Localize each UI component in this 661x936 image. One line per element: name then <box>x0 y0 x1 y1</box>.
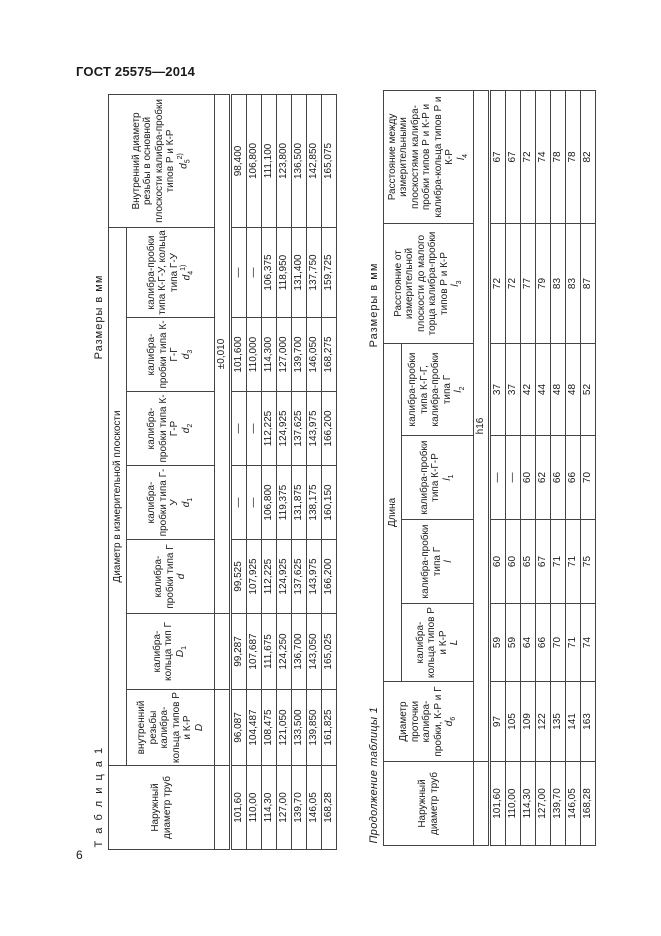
table-2 <box>365 90 596 846</box>
t1-header-ring-g: калибра-кольца тип Г $D_1$ <box>127 614 215 690</box>
table-cell: 71 <box>565 520 580 604</box>
table-cell: 139,70 <box>291 766 306 850</box>
table-1-block <box>90 95 360 850</box>
table-cell: 139,700 <box>291 317 306 391</box>
table-cell: 137,625 <box>291 539 306 613</box>
table-cell: 135 <box>550 682 565 762</box>
table-cell: 105 <box>505 682 520 762</box>
table-row <box>535 90 550 845</box>
table-cell: 106,800 <box>261 465 276 539</box>
table-cell: 65 <box>520 520 535 604</box>
table-cell: 37 <box>505 344 520 436</box>
table-cell: 59 <box>490 604 506 682</box>
table-cell: 121,050 <box>276 690 291 766</box>
table-cell: 98,400 <box>231 94 247 227</box>
t1-header-plug-g: калибра-пробки типа Г d <box>127 539 215 613</box>
table-cell: 111,675 <box>261 614 276 690</box>
table-cell: 114,30 <box>520 762 535 846</box>
page-number: 6 <box>76 848 83 862</box>
table-cell: 138,175 <box>306 465 321 539</box>
table-row <box>291 94 306 849</box>
table-cell: 143,975 <box>306 391 321 465</box>
table-cell: 72 <box>490 224 506 344</box>
table-cell: 64 <box>520 604 535 682</box>
table-1-caption: Т а б л и ц а 1 <box>92 745 105 848</box>
t2-header-plug-kgr: калибра-пробки типа К-Г-Р $l_1$ <box>402 436 474 520</box>
table-1 <box>90 94 337 850</box>
table-cell: 101,600 <box>231 317 247 391</box>
table-cell: 163 <box>580 682 595 762</box>
table-cell: 165,075 <box>321 94 336 227</box>
table-cell: 136,700 <box>291 614 306 690</box>
table-2-body <box>490 90 596 845</box>
table-cell: 48 <box>550 344 565 436</box>
table-cell: 74 <box>535 90 550 223</box>
table-cell: 37 <box>490 344 506 436</box>
table-1-units: Размеры в мм <box>92 274 105 360</box>
table-cell: 168,275 <box>321 317 336 391</box>
table-cell: 109 <box>520 682 535 762</box>
table-cell: 122 <box>535 682 550 762</box>
table-cell: 111,100 <box>261 94 276 227</box>
table-cell: 110,000 <box>246 317 261 391</box>
table-cell: 66 <box>550 436 565 520</box>
table-cell: 74 <box>580 604 595 682</box>
table-cell: 59 <box>505 604 520 682</box>
table-cell: 62 <box>535 436 550 520</box>
table-row <box>505 90 520 845</box>
table-cell: — <box>231 391 247 465</box>
table-cell: 127,00 <box>276 766 291 850</box>
table-1-body <box>231 94 337 849</box>
table-cell: 123,800 <box>276 94 291 227</box>
table-cell: 108,475 <box>261 690 276 766</box>
table-cell: — <box>505 436 520 520</box>
table-cell: — <box>490 436 506 520</box>
table-cell: 166,200 <box>321 539 336 613</box>
table-2-block <box>365 91 593 846</box>
t1-header-outer: Наружный диаметр труб <box>109 766 215 850</box>
table-cell: 83 <box>550 224 565 344</box>
table-cell: 141 <box>565 682 580 762</box>
table-cell: 110,00 <box>246 766 261 850</box>
table-cell: — <box>231 227 247 317</box>
table-cell: — <box>246 465 261 539</box>
table-row <box>261 94 276 849</box>
table-cell: 168,28 <box>580 762 595 846</box>
table-cell: 114,30 <box>261 766 276 850</box>
table-cell: 97 <box>490 682 506 762</box>
table-cell: — <box>231 465 247 539</box>
table-cell: 101,60 <box>490 762 506 846</box>
table-cell: 146,05 <box>565 762 580 846</box>
table-row <box>276 94 291 849</box>
t2-tolerance: h16 <box>474 90 490 761</box>
table-cell: 67 <box>535 520 550 604</box>
table-cell: 143,050 <box>306 614 321 690</box>
table-cell: 106,800 <box>246 94 261 227</box>
table-cell: 104,487 <box>246 690 261 766</box>
table-cell: 71 <box>565 604 580 682</box>
table-row <box>490 90 506 845</box>
table-cell: 79 <box>535 224 550 344</box>
t2-header-plug-kgg: калибра-пробки типа К-Г-Г, калибра-пробки типа Г $l_2$ <box>402 344 474 436</box>
table-cell: 60 <box>505 520 520 604</box>
table-cell: 42 <box>520 344 535 436</box>
table-cell: 70 <box>580 436 595 520</box>
table-cell: 110,00 <box>505 762 520 846</box>
table-cell: 70 <box>550 604 565 682</box>
table-row <box>565 90 580 845</box>
table-cell: 78 <box>550 90 565 223</box>
t1-tolerance: ±0,010 <box>215 94 231 613</box>
table-2-caption: Продолжение таблицы 1 <box>367 706 380 844</box>
table-cell: 168,28 <box>321 766 336 850</box>
table-cell: 119,375 <box>276 465 291 539</box>
table-cell: 107,687 <box>246 614 261 690</box>
table-cell: 66 <box>535 604 550 682</box>
table-cell: 101,60 <box>231 766 247 850</box>
table-cell: 67 <box>505 90 520 223</box>
table-cell: 131,875 <box>291 465 306 539</box>
t2-header-outer: Наружный диаметр труб <box>384 762 474 846</box>
table-cell: 131,400 <box>291 227 306 317</box>
table-cell: 139,850 <box>306 690 321 766</box>
t1-header-plug-kgu: калибра-пробки типа К-Г-У, кольца типа Г-У $d_4^{1)}$ <box>127 227 215 317</box>
table-cell: — <box>246 391 261 465</box>
table-cell: 75 <box>580 520 595 604</box>
table-row <box>231 94 247 849</box>
table-cell: 99,525 <box>231 539 247 613</box>
table-cell: 159,725 <box>321 227 336 317</box>
table-cell: 127,000 <box>276 317 291 391</box>
table-cell: 52 <box>580 344 595 436</box>
table-cell: 161,825 <box>321 690 336 766</box>
table-cell: 67 <box>490 90 506 223</box>
t1-header-internal-thread: внутренний резьбы калибра-кольца типов Р и К-Р D <box>127 690 215 766</box>
table-cell: 87 <box>580 224 595 344</box>
table-cell: 107,925 <box>246 539 261 613</box>
table-cell: 99,287 <box>231 614 247 690</box>
t1-header-plug-kg: калибра-пробки типа К-Г-Г $d_3$ <box>127 317 215 391</box>
table-cell: 160,150 <box>321 465 336 539</box>
document-title: ГОСТ 25575—2014 <box>76 64 195 79</box>
table-cell: 136,500 <box>291 94 306 227</box>
table-cell: 146,05 <box>306 766 321 850</box>
table-cell: 60 <box>490 520 506 604</box>
table-row <box>306 94 321 849</box>
table-row <box>246 94 261 849</box>
table-2-units: Размеры в мм <box>367 262 380 348</box>
table-cell: 112,225 <box>261 391 276 465</box>
t2-header-dist-small: Расстояние от измерительной плоскости до малого торца калибра-пробки типов Р и К-Р $l_3$ <box>384 224 474 344</box>
table-cell: 139,70 <box>550 762 565 846</box>
table-cell: 166,200 <box>321 391 336 465</box>
table-cell: 142,850 <box>306 94 321 227</box>
table-cell: 112,225 <box>261 539 276 613</box>
table-cell: 143,975 <box>306 539 321 613</box>
table-cell: 72 <box>520 90 535 223</box>
table-cell: 137,625 <box>291 391 306 465</box>
table-cell: 78 <box>565 90 580 223</box>
table-cell: 72 <box>505 224 520 344</box>
table-cell: 124,925 <box>276 539 291 613</box>
table-cell: 118,950 <box>276 227 291 317</box>
table-cell: 66 <box>565 436 580 520</box>
table-cell: 146,050 <box>306 317 321 391</box>
table-cell: 48 <box>565 344 580 436</box>
table-cell: 71 <box>550 520 565 604</box>
t1-header-inner-base: Внутренний диаметр резьбы в основной плоскости калибра-пробки типов Р и К-Р $d_5^{2)}$ <box>109 94 215 227</box>
table-cell: 82 <box>580 90 595 223</box>
table-row <box>550 90 565 845</box>
t2-header-bore: Диаметр проточки калибра-пробки, К-Р и Г $d_6$ <box>384 682 474 762</box>
t2-header-plug-g: калибра-пробки типа Г l <box>402 520 474 604</box>
table-cell: 60 <box>520 436 535 520</box>
table-row <box>580 90 595 845</box>
table-cell: 96,087 <box>231 690 247 766</box>
t2-header-dist-meas: Расстояние между измерительными плоскостями калибра-пробки типов Р и К-Р и калибра-кольца типов Р и К-Р $l_4$ <box>384 90 474 223</box>
table-cell: 124,250 <box>276 614 291 690</box>
table-cell: 137,750 <box>306 227 321 317</box>
table-row <box>321 94 336 849</box>
t2-header-length-group: Длина <box>384 344 402 682</box>
table-cell: 44 <box>535 344 550 436</box>
table-row <box>520 90 535 845</box>
table-cell: 114,300 <box>261 317 276 391</box>
table-cell: 127,00 <box>535 762 550 846</box>
table-cell: 83 <box>565 224 580 344</box>
table-cell: 133,500 <box>291 690 306 766</box>
table-cell: 124,925 <box>276 391 291 465</box>
t1-header-plug-gu: калибра-пробки типа Г-У $d_1$ <box>127 465 215 539</box>
t2-header-ring: калибра-кольца типов Р и К-Р L <box>402 604 474 682</box>
t1-header-measuring-group: Диаметр в измерительной плоскости <box>109 227 127 765</box>
table-cell: 165,025 <box>321 614 336 690</box>
t1-header-plug-kgr: калибра-пробки типа К-Г-Р $d_2$ <box>127 391 215 465</box>
table-cell: 77 <box>520 224 535 344</box>
table-cell: — <box>246 227 261 317</box>
table-cell: 106,375 <box>261 227 276 317</box>
